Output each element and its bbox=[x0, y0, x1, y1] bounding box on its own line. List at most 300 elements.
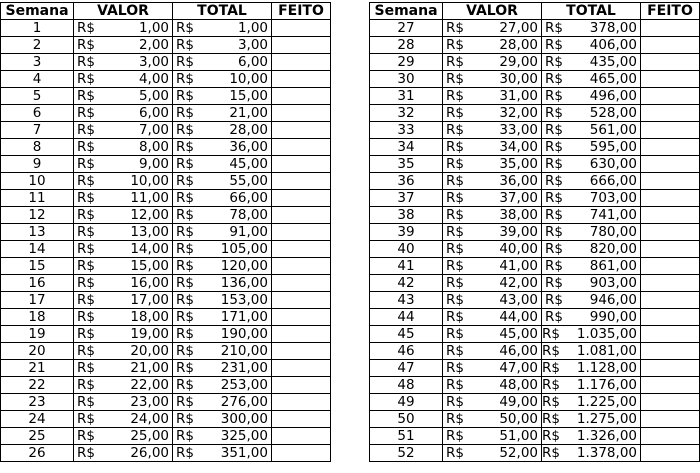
table-row bbox=[370, 71, 700, 88]
value-cell bbox=[443, 428, 542, 445]
currency-symbol: R$ bbox=[77, 292, 95, 308]
value-amount: 33,00 bbox=[499, 122, 538, 138]
value-amount: 27,00 bbox=[499, 20, 538, 36]
savings-table-weeks-1-26 bbox=[0, 2, 331, 462]
done-checkbox-cell[interactable] bbox=[272, 309, 331, 326]
value-cell bbox=[74, 275, 173, 292]
currency-symbol: R$ bbox=[542, 445, 560, 461]
total-cell bbox=[542, 54, 641, 71]
week-cell: 6 bbox=[1, 105, 74, 122]
week-cell: 1 bbox=[1, 20, 74, 37]
done-checkbox-cell[interactable] bbox=[641, 360, 700, 377]
table-row bbox=[370, 292, 700, 309]
done-checkbox-cell[interactable] bbox=[272, 207, 331, 224]
value-amount: 6,00 bbox=[138, 105, 169, 121]
value-amount: 18,00 bbox=[130, 309, 169, 325]
done-checkbox-cell[interactable] bbox=[272, 37, 331, 54]
currency-symbol: R$ bbox=[77, 20, 95, 36]
value-amount: 32,00 bbox=[499, 105, 538, 121]
currency-symbol: R$ bbox=[446, 20, 464, 36]
value-cell bbox=[74, 54, 173, 71]
savings-table-weeks-27-52 bbox=[369, 2, 700, 462]
done-checkbox-cell[interactable] bbox=[272, 71, 331, 88]
done-checkbox-cell[interactable] bbox=[272, 156, 331, 173]
done-checkbox-cell[interactable] bbox=[272, 394, 331, 411]
currency-symbol: R$ bbox=[77, 207, 95, 223]
table-row bbox=[1, 156, 331, 173]
total-cell bbox=[542, 20, 641, 37]
total-cell bbox=[542, 411, 641, 428]
value-cell bbox=[443, 156, 542, 173]
currency-symbol: R$ bbox=[542, 411, 560, 427]
done-checkbox-cell[interactable] bbox=[272, 190, 331, 207]
currency-symbol: R$ bbox=[77, 37, 95, 53]
total-cell bbox=[542, 275, 641, 292]
done-checkbox-cell[interactable] bbox=[272, 258, 331, 275]
value-amount: 30,00 bbox=[499, 71, 538, 87]
table-row bbox=[1, 190, 331, 207]
table-row bbox=[1, 326, 331, 343]
week-cell: 23 bbox=[1, 394, 74, 411]
value-cell bbox=[74, 105, 173, 122]
done-checkbox-cell[interactable] bbox=[272, 105, 331, 122]
done-checkbox-cell[interactable] bbox=[641, 190, 700, 207]
total-amount: 6,00 bbox=[237, 54, 268, 70]
total-amount: 561,00 bbox=[589, 122, 637, 138]
total-cell bbox=[542, 105, 641, 122]
currency-symbol: R$ bbox=[77, 258, 95, 274]
header-week: Semana bbox=[370, 3, 443, 20]
done-checkbox-cell[interactable] bbox=[272, 122, 331, 139]
currency-symbol: R$ bbox=[446, 343, 464, 359]
table-row bbox=[370, 190, 700, 207]
total-cell bbox=[542, 326, 641, 343]
done-checkbox-cell[interactable] bbox=[641, 377, 700, 394]
value-cell bbox=[443, 20, 542, 37]
done-checkbox-cell[interactable] bbox=[272, 20, 331, 37]
total-amount: 528,00 bbox=[589, 105, 637, 121]
week-cell: 12 bbox=[1, 207, 74, 224]
done-checkbox-cell[interactable] bbox=[641, 224, 700, 241]
done-checkbox-cell[interactable] bbox=[272, 275, 331, 292]
table-row bbox=[370, 394, 700, 411]
table-row bbox=[1, 309, 331, 326]
currency-symbol: R$ bbox=[176, 122, 194, 138]
table-row bbox=[1, 71, 331, 88]
week-cell: 20 bbox=[1, 343, 74, 360]
total-amount: 136,00 bbox=[220, 275, 268, 291]
value-amount: 15,00 bbox=[130, 258, 169, 274]
value-cell bbox=[74, 428, 173, 445]
value-cell bbox=[443, 122, 542, 139]
done-checkbox-cell[interactable] bbox=[641, 343, 700, 360]
value-amount: 44,00 bbox=[499, 309, 538, 325]
currency-symbol: R$ bbox=[446, 105, 464, 121]
total-amount: 1,00 bbox=[237, 20, 268, 36]
value-cell bbox=[443, 88, 542, 105]
total-cell bbox=[542, 88, 641, 105]
total-amount: 10,00 bbox=[229, 71, 268, 87]
value-cell bbox=[443, 394, 542, 411]
total-amount: 703,00 bbox=[589, 190, 637, 206]
total-cell bbox=[542, 190, 641, 207]
done-checkbox-cell[interactable] bbox=[272, 224, 331, 241]
currency-symbol: R$ bbox=[77, 241, 95, 257]
value-cell bbox=[443, 190, 542, 207]
currency-symbol: R$ bbox=[176, 105, 194, 121]
value-cell bbox=[74, 37, 173, 54]
total-amount: 28,00 bbox=[229, 122, 268, 138]
done-checkbox-cell[interactable] bbox=[641, 156, 700, 173]
table-row bbox=[1, 258, 331, 275]
currency-symbol: R$ bbox=[545, 173, 563, 189]
done-checkbox-cell[interactable] bbox=[641, 428, 700, 445]
total-amount: 406,00 bbox=[589, 37, 637, 53]
done-checkbox-cell[interactable] bbox=[641, 394, 700, 411]
table-row bbox=[1, 139, 331, 156]
total-cell bbox=[173, 394, 272, 411]
total-cell bbox=[542, 428, 641, 445]
value-amount: 34,00 bbox=[499, 139, 538, 155]
currency-symbol: R$ bbox=[545, 258, 563, 274]
done-checkbox-cell[interactable] bbox=[272, 360, 331, 377]
done-checkbox-cell[interactable] bbox=[272, 428, 331, 445]
currency-symbol: R$ bbox=[446, 122, 464, 138]
total-amount: 231,00 bbox=[220, 360, 268, 376]
table-row bbox=[1, 88, 331, 105]
currency-symbol: R$ bbox=[545, 190, 563, 206]
total-amount: 861,00 bbox=[589, 258, 637, 274]
value-amount: 40,00 bbox=[499, 241, 538, 257]
week-cell: 51 bbox=[370, 428, 443, 445]
total-cell bbox=[173, 360, 272, 377]
done-checkbox-cell[interactable] bbox=[641, 292, 700, 309]
value-cell bbox=[443, 326, 542, 343]
value-cell bbox=[443, 343, 542, 360]
currency-symbol: R$ bbox=[176, 326, 194, 342]
value-amount: 49,00 bbox=[499, 394, 538, 410]
currency-symbol: R$ bbox=[542, 343, 560, 359]
value-amount: 46,00 bbox=[499, 343, 538, 359]
done-checkbox-cell[interactable] bbox=[641, 411, 700, 428]
total-cell bbox=[173, 309, 272, 326]
total-cell bbox=[542, 309, 641, 326]
week-cell: 21 bbox=[1, 360, 74, 377]
done-checkbox-cell[interactable] bbox=[272, 326, 331, 343]
done-checkbox-cell[interactable] bbox=[641, 37, 700, 54]
total-cell bbox=[173, 428, 272, 445]
value-amount: 19,00 bbox=[130, 326, 169, 342]
done-checkbox-cell[interactable] bbox=[272, 88, 331, 105]
done-checkbox-cell[interactable] bbox=[641, 326, 700, 343]
header-value: VALOR bbox=[74, 3, 173, 20]
done-checkbox-cell[interactable] bbox=[272, 173, 331, 190]
total-cell bbox=[173, 37, 272, 54]
table-row bbox=[1, 207, 331, 224]
done-checkbox-cell[interactable] bbox=[641, 207, 700, 224]
currency-symbol: R$ bbox=[176, 173, 194, 189]
value-amount: 52,00 bbox=[499, 445, 538, 461]
table-row bbox=[1, 105, 331, 122]
currency-symbol: R$ bbox=[545, 20, 563, 36]
table-row bbox=[370, 122, 700, 139]
currency-symbol: R$ bbox=[446, 71, 464, 87]
currency-symbol: R$ bbox=[77, 224, 95, 240]
total-cell bbox=[173, 105, 272, 122]
currency-symbol: R$ bbox=[542, 326, 560, 342]
total-amount: 1.326,00 bbox=[576, 428, 637, 444]
done-checkbox-cell[interactable] bbox=[641, 173, 700, 190]
total-amount: 1.128,00 bbox=[576, 360, 637, 376]
value-cell bbox=[74, 309, 173, 326]
total-amount: 1.378,00 bbox=[576, 445, 637, 461]
done-checkbox-cell[interactable] bbox=[641, 122, 700, 139]
total-cell bbox=[542, 258, 641, 275]
done-checkbox-cell[interactable] bbox=[641, 88, 700, 105]
currency-symbol: R$ bbox=[446, 207, 464, 223]
value-cell bbox=[443, 37, 542, 54]
total-amount: 741,00 bbox=[589, 207, 637, 223]
done-checkbox-cell[interactable] bbox=[272, 139, 331, 156]
table-row bbox=[370, 54, 700, 71]
value-cell bbox=[443, 292, 542, 309]
value-amount: 12,00 bbox=[130, 207, 169, 223]
value-cell bbox=[74, 156, 173, 173]
total-amount: 1.176,00 bbox=[576, 377, 637, 393]
value-amount: 7,00 bbox=[138, 122, 169, 138]
value-cell bbox=[74, 343, 173, 360]
currency-symbol: R$ bbox=[446, 54, 464, 70]
total-cell bbox=[542, 173, 641, 190]
value-cell bbox=[443, 105, 542, 122]
done-checkbox-cell[interactable] bbox=[641, 309, 700, 326]
total-cell bbox=[542, 241, 641, 258]
done-checkbox-cell[interactable] bbox=[272, 54, 331, 71]
week-cell: 40 bbox=[370, 241, 443, 258]
value-amount: 14,00 bbox=[130, 241, 169, 257]
header-done: FEITO bbox=[641, 3, 700, 20]
total-cell bbox=[542, 224, 641, 241]
value-amount: 10,00 bbox=[130, 173, 169, 189]
done-checkbox-cell[interactable] bbox=[641, 54, 700, 71]
table-row bbox=[370, 275, 700, 292]
currency-symbol: R$ bbox=[176, 360, 194, 376]
done-checkbox-cell[interactable] bbox=[641, 105, 700, 122]
currency-symbol: R$ bbox=[446, 173, 464, 189]
week-cell: 44 bbox=[370, 309, 443, 326]
currency-symbol: R$ bbox=[176, 445, 194, 461]
week-cell: 47 bbox=[370, 360, 443, 377]
currency-symbol: R$ bbox=[176, 394, 194, 410]
total-cell bbox=[542, 139, 641, 156]
currency-symbol: R$ bbox=[446, 360, 464, 376]
value-cell bbox=[443, 275, 542, 292]
done-checkbox-cell[interactable] bbox=[272, 292, 331, 309]
currency-symbol: R$ bbox=[542, 428, 560, 444]
week-cell: 29 bbox=[370, 54, 443, 71]
currency-symbol: R$ bbox=[446, 309, 464, 325]
value-amount: 16,00 bbox=[130, 275, 169, 291]
week-cell: 15 bbox=[1, 258, 74, 275]
currency-symbol: R$ bbox=[176, 156, 194, 172]
total-cell bbox=[542, 394, 641, 411]
currency-symbol: R$ bbox=[77, 88, 95, 104]
total-cell bbox=[542, 292, 641, 309]
header-row bbox=[370, 3, 700, 20]
table-row bbox=[370, 88, 700, 105]
table-row bbox=[370, 37, 700, 54]
total-amount: 36,00 bbox=[229, 139, 268, 155]
table-row bbox=[370, 207, 700, 224]
value-amount: 31,00 bbox=[499, 88, 538, 104]
value-amount: 11,00 bbox=[130, 190, 169, 206]
total-amount: 190,00 bbox=[220, 326, 268, 342]
value-amount: 35,00 bbox=[499, 156, 538, 172]
value-cell bbox=[74, 360, 173, 377]
total-amount: 276,00 bbox=[220, 394, 268, 410]
table-row bbox=[1, 173, 331, 190]
done-checkbox-cell[interactable] bbox=[641, 445, 700, 462]
week-cell: 50 bbox=[370, 411, 443, 428]
total-cell bbox=[542, 343, 641, 360]
currency-symbol: R$ bbox=[77, 377, 95, 393]
table-row bbox=[370, 411, 700, 428]
week-cell: 41 bbox=[370, 258, 443, 275]
value-cell bbox=[443, 224, 542, 241]
total-cell bbox=[542, 207, 641, 224]
table-row bbox=[1, 343, 331, 360]
currency-symbol: R$ bbox=[446, 445, 464, 461]
currency-symbol: R$ bbox=[545, 71, 563, 87]
value-amount: 41,00 bbox=[499, 258, 538, 274]
currency-symbol: R$ bbox=[542, 360, 560, 376]
header-total: TOTAL bbox=[542, 3, 641, 20]
currency-symbol: R$ bbox=[176, 343, 194, 359]
week-cell: 28 bbox=[370, 37, 443, 54]
done-checkbox-cell[interactable] bbox=[272, 241, 331, 258]
value-amount: 38,00 bbox=[499, 207, 538, 223]
value-amount: 4,00 bbox=[138, 71, 169, 87]
total-cell bbox=[542, 377, 641, 394]
done-checkbox-cell[interactable] bbox=[641, 20, 700, 37]
week-cell: 27 bbox=[370, 20, 443, 37]
week-cell: 43 bbox=[370, 292, 443, 309]
value-amount: 47,00 bbox=[499, 360, 538, 376]
currency-symbol: R$ bbox=[77, 54, 95, 70]
header-week: Semana bbox=[1, 3, 74, 20]
week-cell: 7 bbox=[1, 122, 74, 139]
done-checkbox-cell[interactable] bbox=[641, 275, 700, 292]
total-cell bbox=[173, 173, 272, 190]
value-cell bbox=[443, 309, 542, 326]
table-row bbox=[370, 20, 700, 37]
week-cell: 45 bbox=[370, 326, 443, 343]
total-amount: 45,00 bbox=[229, 156, 268, 172]
value-amount: 45,00 bbox=[499, 326, 538, 342]
table-row bbox=[1, 122, 331, 139]
table-row bbox=[370, 445, 700, 462]
done-checkbox-cell[interactable] bbox=[641, 71, 700, 88]
total-amount: 15,00 bbox=[229, 88, 268, 104]
currency-symbol: R$ bbox=[446, 411, 464, 427]
currency-symbol: R$ bbox=[545, 241, 563, 257]
total-amount: 55,00 bbox=[229, 173, 268, 189]
currency-symbol: R$ bbox=[77, 190, 95, 206]
week-cell: 31 bbox=[370, 88, 443, 105]
value-amount: 42,00 bbox=[499, 275, 538, 291]
total-amount: 903,00 bbox=[589, 275, 637, 291]
week-cell: 30 bbox=[370, 71, 443, 88]
week-cell: 17 bbox=[1, 292, 74, 309]
currency-symbol: R$ bbox=[77, 411, 95, 427]
currency-symbol: R$ bbox=[77, 139, 95, 155]
week-cell: 42 bbox=[370, 275, 443, 292]
done-checkbox-cell[interactable] bbox=[641, 139, 700, 156]
currency-symbol: R$ bbox=[77, 428, 95, 444]
header-value: VALOR bbox=[443, 3, 542, 20]
week-cell: 48 bbox=[370, 377, 443, 394]
value-amount: 28,00 bbox=[499, 37, 538, 53]
currency-symbol: R$ bbox=[176, 275, 194, 291]
value-amount: 1,00 bbox=[138, 20, 169, 36]
total-cell bbox=[173, 139, 272, 156]
total-amount: 105,00 bbox=[220, 241, 268, 257]
table-row bbox=[370, 258, 700, 275]
total-cell bbox=[542, 122, 641, 139]
total-cell bbox=[542, 71, 641, 88]
total-amount: 120,00 bbox=[220, 258, 268, 274]
value-amount: 8,00 bbox=[138, 139, 169, 155]
currency-symbol: R$ bbox=[446, 275, 464, 291]
header-done: FEITO bbox=[272, 3, 331, 20]
done-checkbox-cell[interactable] bbox=[641, 241, 700, 258]
value-cell bbox=[74, 377, 173, 394]
table-row bbox=[370, 105, 700, 122]
currency-symbol: R$ bbox=[545, 224, 563, 240]
done-checkbox-cell[interactable] bbox=[272, 343, 331, 360]
table-row bbox=[370, 360, 700, 377]
currency-symbol: R$ bbox=[545, 309, 563, 325]
table-row bbox=[1, 394, 331, 411]
value-cell bbox=[443, 411, 542, 428]
done-checkbox-cell[interactable] bbox=[641, 258, 700, 275]
total-cell bbox=[173, 71, 272, 88]
value-cell bbox=[443, 207, 542, 224]
total-amount: 66,00 bbox=[229, 190, 268, 206]
total-amount: 3,00 bbox=[237, 37, 268, 53]
currency-symbol: R$ bbox=[446, 377, 464, 393]
value-amount: 9,00 bbox=[138, 156, 169, 172]
done-checkbox-cell[interactable] bbox=[272, 445, 331, 462]
done-checkbox-cell[interactable] bbox=[272, 411, 331, 428]
total-cell bbox=[173, 190, 272, 207]
table-row bbox=[370, 309, 700, 326]
total-amount: 253,00 bbox=[220, 377, 268, 393]
total-cell bbox=[173, 275, 272, 292]
currency-symbol: R$ bbox=[545, 122, 563, 138]
table-row bbox=[370, 139, 700, 156]
week-cell: 10 bbox=[1, 173, 74, 190]
total-cell bbox=[542, 37, 641, 54]
value-cell bbox=[74, 71, 173, 88]
currency-symbol: R$ bbox=[77, 360, 95, 376]
done-checkbox-cell[interactable] bbox=[272, 377, 331, 394]
value-cell bbox=[443, 258, 542, 275]
value-cell bbox=[74, 224, 173, 241]
week-cell: 2 bbox=[1, 37, 74, 54]
currency-symbol: R$ bbox=[176, 71, 194, 87]
week-cell: 25 bbox=[1, 428, 74, 445]
